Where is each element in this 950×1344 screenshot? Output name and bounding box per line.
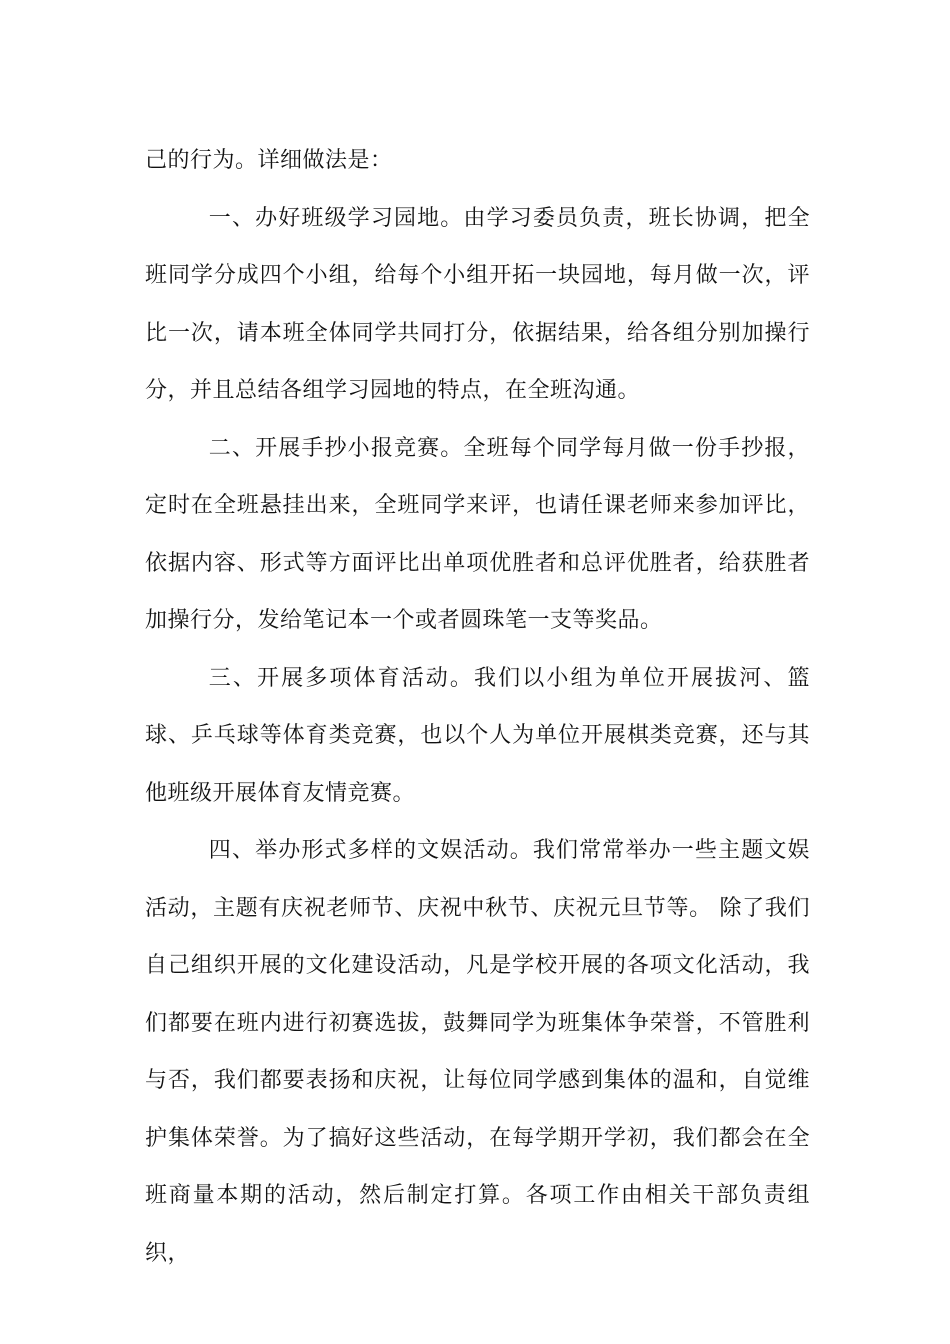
paragraph-handwritten-newspaper: 二、开展手抄小报竞赛。全班每个同学每月做一份手抄报，定时在全班悬挂出来，全班同学来评，也请任课老师来参加评比，依据内容、形式等方面评比出单项优胜者和总评优胜者，给获胜者加操行分，发给笔记本一个或者圆珠笔一支等奖品。 [145, 435, 810, 633]
paragraph-sports-activities: 三、开展多项体育活动。我们以小组为单位开展拔河、篮球、乒乓球等体育类竞赛，也以个人为单位开展棋类竞赛，还与其他班级开展体育友情竞赛。 [145, 665, 810, 806]
paragraph-study-garden: 一、办好班级学习园地。由学习委员负责，班长协调，把全班同学分成四个小组，给每个小组开拓一块园地，每月做一次，评比一次，请本班全体同学共同打分，依据结果，给各组分别加操行分，并且总结各组学习园地的特点，在全班沟通。 [145, 205, 810, 403]
paragraph-intro: 己的行为。详细做法是： [145, 148, 393, 173]
document-body [145, 132, 810, 1282]
paragraph-entertainment-activities: 四、举办形式多样的文娱活动。我们常常举办一些主题文娱活动，主题有庆祝老师节、庆祝中秋节、庆祝元旦节等。 除了我们自己组织开展的文化建设活动，凡是学校开展的各项文化活动，我们都要在班内进行初赛选拔，鼓舞同学为班集体争荣誉，不管胜利与否，我们都要表扬和庆祝，让每位同学感到集体的温和，自觉维护集体荣誉。为了搞好这些活动，在每学期开学初，我们都会在全班商量本期的活动，然后制定打算。各项工作由相关干部负责组织， [145, 838, 810, 1266]
